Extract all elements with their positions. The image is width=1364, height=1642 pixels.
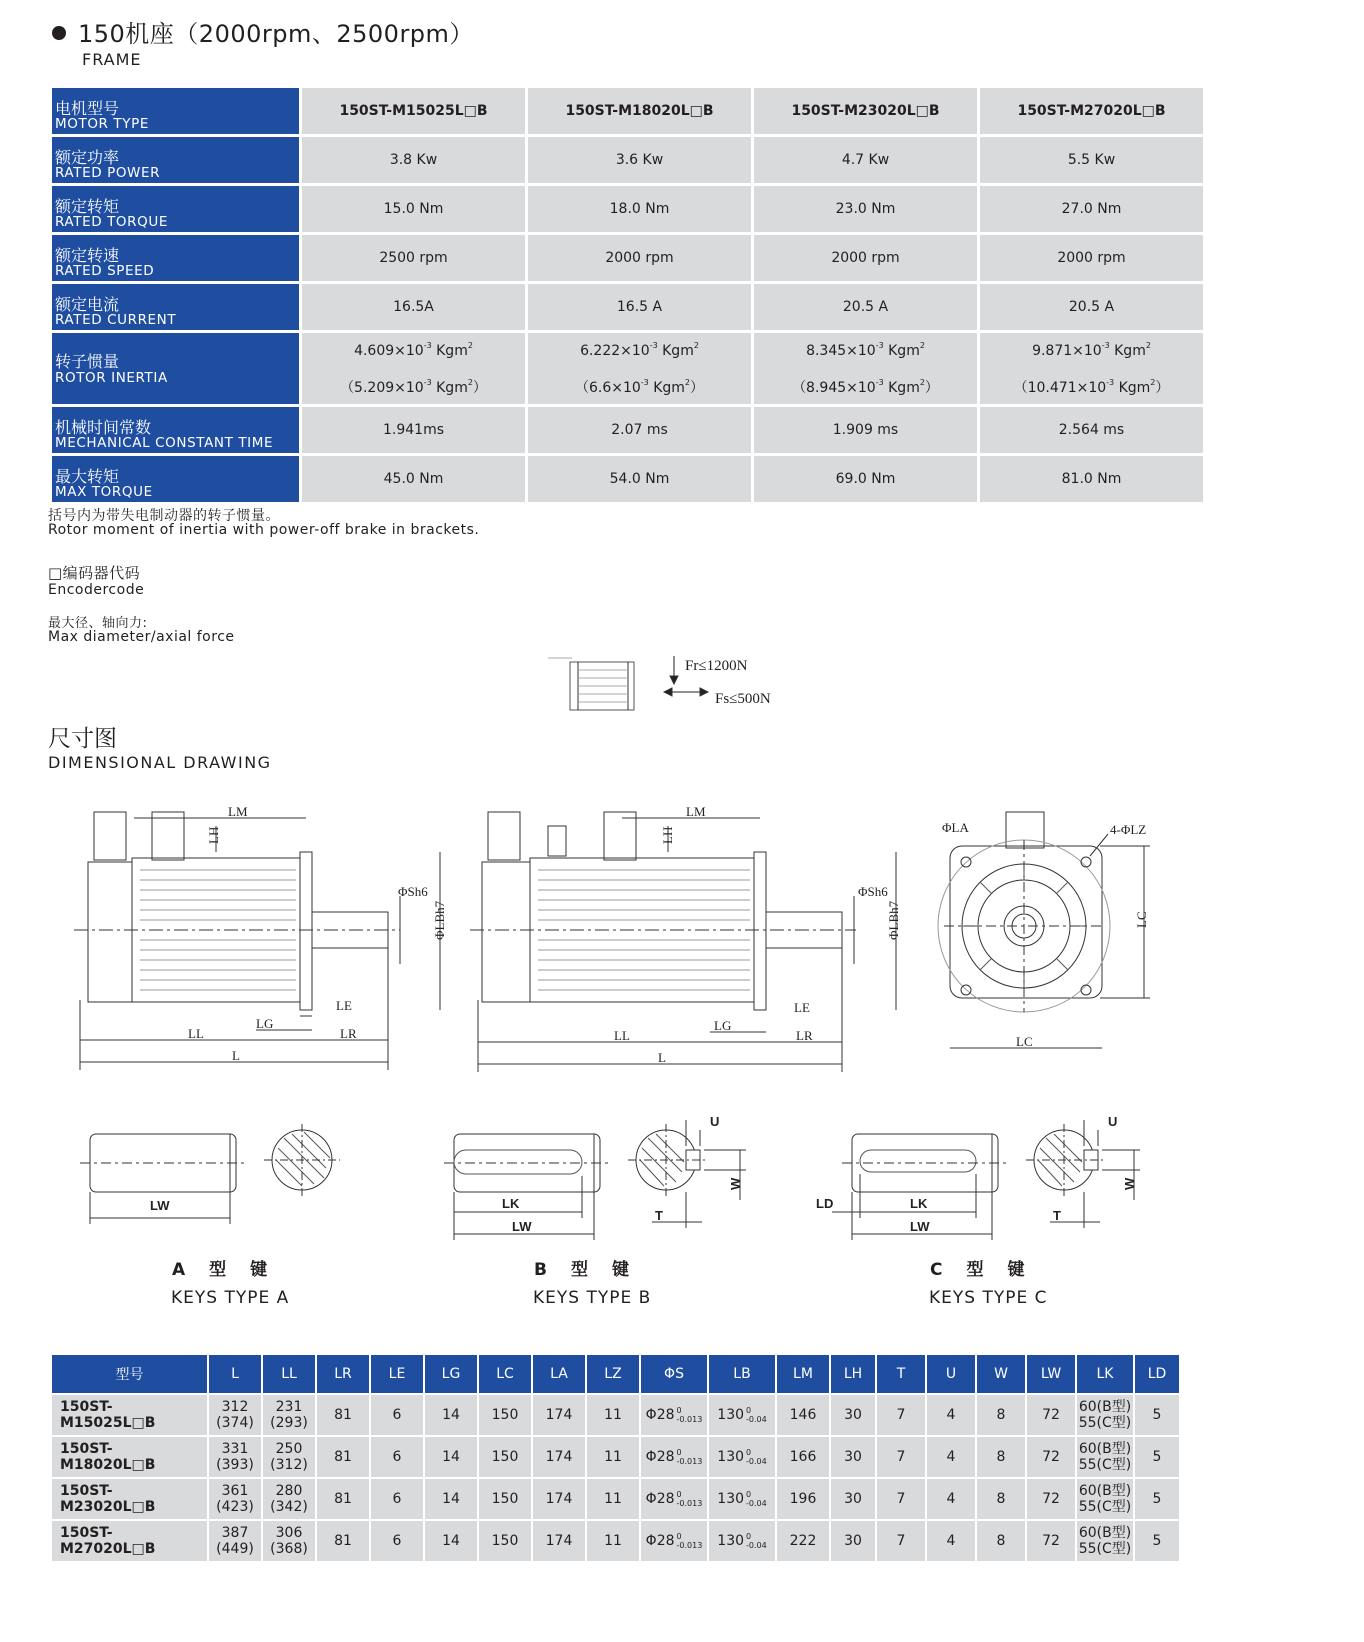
dimension-row — [52, 1395, 1179, 1435]
force-diagram — [548, 656, 771, 710]
drawing-title-en: DIMENSIONAL DRAWING — [48, 753, 272, 772]
dimension-header-cell: LE — [371, 1355, 423, 1393]
dimension-cell: 150ST-M15025L□B — [52, 1395, 207, 1435]
dimension-cell: 81 — [317, 1521, 369, 1561]
key-b-drawing — [444, 1114, 746, 1240]
dimension-cell: 8 — [977, 1521, 1025, 1561]
dimension-cell: 6 — [371, 1437, 423, 1477]
dim-label-lm: LM — [686, 804, 706, 819]
dimension-cell: 312 (374) — [209, 1395, 261, 1435]
spec-cell: 1.941ms — [302, 407, 525, 453]
dimension-header-cell: T — [877, 1355, 925, 1393]
model-cell: 150ST-M27020L□B — [980, 88, 1203, 134]
dimension-cell: 4 — [927, 1437, 975, 1477]
dimension-cell: 7 — [877, 1479, 925, 1519]
spec-cell: 16.5 A — [528, 284, 751, 330]
dimension-cell: 174 — [533, 1521, 585, 1561]
force-note-cn: 最大径、轴向力: — [48, 616, 148, 631]
dimension-cell: 130 0 -0.04 — [709, 1395, 775, 1435]
dimension-cell: 130 0 -0.04 — [709, 1521, 775, 1561]
dimension-header-cell: LZ — [587, 1355, 639, 1393]
dim-label-lg: LG — [256, 1016, 274, 1031]
brake-note-cn: 括号内为带失电制动器的转子惯量。 — [48, 508, 280, 524]
dimension-cell: 72 — [1027, 1521, 1075, 1561]
spec-cell: 69.0 Nm — [754, 456, 977, 502]
dimension-header-cell: LH — [831, 1355, 875, 1393]
model-cell: 150ST-M23020L□B — [754, 88, 977, 134]
dimension-cell: 11 — [587, 1437, 639, 1477]
dimension-header-cell: LC — [479, 1355, 531, 1393]
key-a-caption-en: KEYS TYPE A — [171, 1288, 290, 1308]
dimension-cell: 72 — [1027, 1479, 1075, 1519]
dimension-cell: 166 — [777, 1437, 829, 1477]
dimension-header-cell: LD — [1135, 1355, 1179, 1393]
spec-cell: 5.5 Kw — [980, 137, 1203, 183]
page-title-text: 150机座（2000rpm、2500rpm） — [78, 20, 474, 48]
dimension-header-cell: LR — [317, 1355, 369, 1393]
dimension-cell: 72 — [1027, 1395, 1075, 1435]
dimension-cell: 4 — [927, 1521, 975, 1561]
dimension-cell: 174 — [533, 1437, 585, 1477]
force-note-en: Max diameter/axial force — [48, 629, 235, 645]
dim-label-ld: LD — [816, 1196, 834, 1211]
dim-label-lw: LW — [910, 1219, 930, 1234]
dim-label-u: U — [710, 1114, 720, 1129]
spec-row-header: 额定功率 RATED POWER — [52, 137, 299, 183]
dimension-cell: 150ST-M23020L□B — [52, 1479, 207, 1519]
dimension-cell: 6 — [371, 1479, 423, 1519]
dimension-cell: 196 — [777, 1479, 829, 1519]
dimension-cell: 150 — [479, 1521, 531, 1561]
spec-cell: 18.0 Nm — [528, 186, 751, 232]
dimension-cell: 306 (368) — [263, 1521, 315, 1561]
dimension-cell: 14 — [425, 1521, 477, 1561]
dimension-cell: 7 — [877, 1395, 925, 1435]
spec-row-header: 机械时间常数 MECHANICAL CONSTANT TIME — [52, 407, 299, 453]
dimension-header-cell: L — [209, 1355, 261, 1393]
dimension-cell: 8 — [977, 1479, 1025, 1519]
dimension-cell: 60(B型) 55(C型) — [1077, 1521, 1133, 1561]
dim-label-w: W — [728, 1177, 743, 1190]
key-c-caption-cn: C型键 — [930, 1260, 1049, 1280]
dim-label-lbh7: ΦLBh7 — [886, 900, 901, 940]
dimension-cell: 231 (293) — [263, 1395, 315, 1435]
key-b-caption-en: KEYS TYPE B — [533, 1288, 652, 1308]
spec-row-header: 最大转矩 MAX TORQUE — [52, 456, 299, 502]
dim-label-lz: 4-ΦLZ — [1110, 822, 1147, 837]
dim-label-lh: LH — [660, 826, 675, 844]
inertia-cell: $9.871\times 10^{-3}$ Kgm$^2$ （$10.471\times 10^{-3}$ Kgm$^2$） — [980, 333, 1203, 404]
dimension-cell: 30 — [831, 1395, 875, 1435]
dimension-cell: 11 — [587, 1521, 639, 1561]
dimension-cell: 14 — [425, 1479, 477, 1519]
key-c-caption-en: KEYS TYPE C — [929, 1288, 1048, 1308]
brake-note-en: Rotor moment of inertia with power-off brake in brackets. — [48, 522, 480, 538]
model-cell: 150ST-M18020L□B — [528, 88, 751, 134]
dimension-cell: 150 — [479, 1479, 531, 1519]
inertia-cell: $6.222\times 10^{-3}$ Kgm$^2$ （$6.6\times 10^{-3}$ Kgm$^2$） — [528, 333, 751, 404]
spec-cell: 20.5 A — [754, 284, 977, 330]
spec-row-header: 转子惯量 ROTOR INERTIA — [52, 333, 299, 404]
axial-force-label: Fs≤500N — [715, 691, 771, 707]
spec-cell: 27.0 Nm — [980, 186, 1203, 232]
spec-cell: 2000 rpm — [754, 235, 977, 281]
key-a-caption-cn: A型键 — [172, 1260, 292, 1280]
dimension-cell: 361 (423) — [209, 1479, 261, 1519]
spec-cell: 45.0 Nm — [302, 456, 525, 502]
dimension-cell: 72 — [1027, 1437, 1075, 1477]
dim-label-lk: LK — [910, 1196, 928, 1211]
dim-label-t: T — [1053, 1208, 1061, 1223]
spec-row-header: 额定转速 RATED SPEED — [52, 235, 299, 281]
dimension-header-cell: 型号 — [52, 1355, 207, 1393]
dim-label-le: LE — [794, 1000, 810, 1015]
dimension-cell: 14 — [425, 1395, 477, 1435]
spec-cell: 2000 rpm — [980, 235, 1203, 281]
dim-label-lm: LM — [228, 804, 248, 819]
dimension-header-cell: LB — [709, 1355, 775, 1393]
spec-cell: 1.909 ms — [754, 407, 977, 453]
dimension-cell: 174 — [533, 1479, 585, 1519]
dimension-table-header — [52, 1355, 1179, 1393]
dim-label-l: L — [232, 1048, 240, 1063]
spec-cell: 2500 rpm — [302, 235, 525, 281]
dimension-cell: 30 — [831, 1437, 875, 1477]
dimension-cell: 387 (449) — [209, 1521, 261, 1561]
dim-label-ll: LL — [614, 1028, 630, 1043]
radial-force-label: Fr≤1200N — [685, 658, 748, 674]
dimension-cell: 60(B型) 55(C型) — [1077, 1479, 1133, 1519]
key-b-caption-cn: B型键 — [534, 1260, 653, 1280]
inertia-cell: $4.609\times 10^{-3}$ Kgm$^2$ （$5.209\times 10^{-3}$ Kgm$^2$） — [302, 333, 525, 404]
dimension-cell: Φ28 0 -0.013 — [641, 1479, 707, 1519]
dimension-cell: 150ST-M27020L□B — [52, 1521, 207, 1561]
dimension-cell: 7 — [877, 1437, 925, 1477]
dim-label-lr: LR — [796, 1028, 813, 1043]
drawing-title-cn: 尺寸图 — [48, 726, 117, 752]
dimension-header-cell: ΦS — [641, 1355, 707, 1393]
dim-label-le: LE — [336, 998, 352, 1013]
dim-label-lc-h: LC — [1016, 1034, 1033, 1049]
dim-label-t: T — [655, 1208, 663, 1223]
dimension-cell: 5 — [1135, 1479, 1179, 1519]
dimension-cell: 5 — [1135, 1437, 1179, 1477]
dim-label-ll: LL — [188, 1026, 204, 1041]
dimension-cell: 6 — [371, 1521, 423, 1561]
dimension-cell: 8 — [977, 1395, 1025, 1435]
spec-cell: 2.07 ms — [528, 407, 751, 453]
spec-cell: 2000 rpm — [528, 235, 751, 281]
front-view — [938, 812, 1150, 1049]
dimension-header-cell: LA — [533, 1355, 585, 1393]
dimension-cell: 60(B型) 55(C型) — [1077, 1437, 1133, 1477]
spec-cell: 2.564 ms — [980, 407, 1203, 453]
spec-cell: 23.0 Nm — [754, 186, 977, 232]
dimension-row — [52, 1521, 1179, 1561]
dim-label-lg: LG — [714, 1018, 732, 1033]
dimension-cell: 331 (393) — [209, 1437, 261, 1477]
dimension-header-cell: U — [927, 1355, 975, 1393]
spec-cell: 20.5 A — [980, 284, 1203, 330]
dimension-cell: 7 — [877, 1521, 925, 1561]
key-a-drawing — [80, 1124, 340, 1224]
dim-label-sh6: ΦSh6 — [858, 884, 888, 899]
dimension-cell: 11 — [587, 1479, 639, 1519]
dimension-cell: 130 0 -0.04 — [709, 1479, 775, 1519]
dimension-cell: 4 — [927, 1395, 975, 1435]
dimension-cell: 81 — [317, 1395, 369, 1435]
spec-cell: 15.0 Nm — [302, 186, 525, 232]
model-cell: 150ST-M15025L□B — [302, 88, 525, 134]
page-subtitle: FRAME — [82, 50, 142, 69]
inertia-cell: $8.345\times 10^{-3}$ Kgm$^2$ （$8.945\times 10^{-3}$ Kgm$^2$） — [754, 333, 977, 404]
dimension-cell: 222 — [777, 1521, 829, 1561]
side-view-b — [470, 804, 901, 1072]
dim-label-l: L — [658, 1050, 666, 1065]
dimension-cell: Φ28 0 -0.013 — [641, 1395, 707, 1435]
spec-cell: 81.0 Nm — [980, 456, 1203, 502]
dimension-header-cell: LM — [777, 1355, 829, 1393]
dimension-header-cell: W — [977, 1355, 1025, 1393]
dimension-cell: 11 — [587, 1395, 639, 1435]
dimension-cell: 150 — [479, 1395, 531, 1435]
spec-row-header: 额定转矩 RATED TORQUE — [52, 186, 299, 232]
dim-label-lh: LH — [206, 826, 221, 844]
dimension-cell: 14 — [425, 1437, 477, 1477]
dimension-cell: 60(B型) 55(C型) — [1077, 1395, 1133, 1435]
dimension-cell: 81 — [317, 1479, 369, 1519]
encoder-note-en: Encodercode — [48, 582, 145, 598]
dimension-cell: Φ28 0 -0.013 — [641, 1521, 707, 1561]
dimension-cell: 5 — [1135, 1395, 1179, 1435]
dim-label-lc-v: LC — [1134, 911, 1149, 928]
side-view-a — [74, 804, 447, 1070]
dimension-cell: Φ28 0 -0.013 — [641, 1437, 707, 1477]
dim-label-lbh7: ΦLBh7 — [432, 900, 447, 940]
dim-label-w: W — [1122, 1177, 1137, 1190]
spec-cell: 3.8 Kw — [302, 137, 525, 183]
dimension-cell: 280 (342) — [263, 1479, 315, 1519]
dimension-cell: 150ST-M18020L□B — [52, 1437, 207, 1477]
encoder-note-cn: □编码器代码 — [48, 564, 141, 582]
dimension-cell: 174 — [533, 1395, 585, 1435]
dim-label-la: ΦLA — [942, 820, 969, 835]
spec-row-header: 电机型号 MOTOR TYPE — [52, 88, 299, 134]
spec-cell: 16.5A — [302, 284, 525, 330]
dimension-cell: 30 — [831, 1479, 875, 1519]
dimension-cell: 4 — [927, 1479, 975, 1519]
dimension-cell: 8 — [977, 1437, 1025, 1477]
dimension-header-cell: LL — [263, 1355, 315, 1393]
dim-label-lw: LW — [512, 1219, 532, 1234]
dimension-row — [52, 1479, 1179, 1519]
dimension-cell: 5 — [1135, 1521, 1179, 1561]
dimension-header-cell: LW — [1027, 1355, 1075, 1393]
dimension-cell: 130 0 -0.04 — [709, 1437, 775, 1477]
key-c-drawing — [816, 1114, 1140, 1240]
spec-cell: 3.6 Kw — [528, 137, 751, 183]
dim-label-lk: LK — [502, 1196, 520, 1211]
dimension-cell: 6 — [371, 1395, 423, 1435]
dimension-cell: 146 — [777, 1395, 829, 1435]
dimension-cell: 30 — [831, 1521, 875, 1561]
spec-cell: 4.7 Kw — [754, 137, 977, 183]
dimension-header-cell: LG — [425, 1355, 477, 1393]
dim-label-sh6: ΦSh6 — [398, 884, 428, 899]
spec-row-header: 额定电流 RATED CURRENT — [52, 284, 299, 330]
dimension-row — [52, 1437, 1179, 1477]
dimension-table — [50, 1353, 1181, 1563]
dimension-cell: 250 (312) — [263, 1437, 315, 1477]
dimension-header-cell: LK — [1077, 1355, 1133, 1393]
dimension-cell: 81 — [317, 1437, 369, 1477]
dimension-cell: 150 — [479, 1437, 531, 1477]
dim-label-lw: LW — [150, 1198, 170, 1213]
dim-label-lr: LR — [340, 1026, 357, 1041]
spec-cell: 54.0 Nm — [528, 456, 751, 502]
dim-label-u: U — [1108, 1114, 1118, 1129]
